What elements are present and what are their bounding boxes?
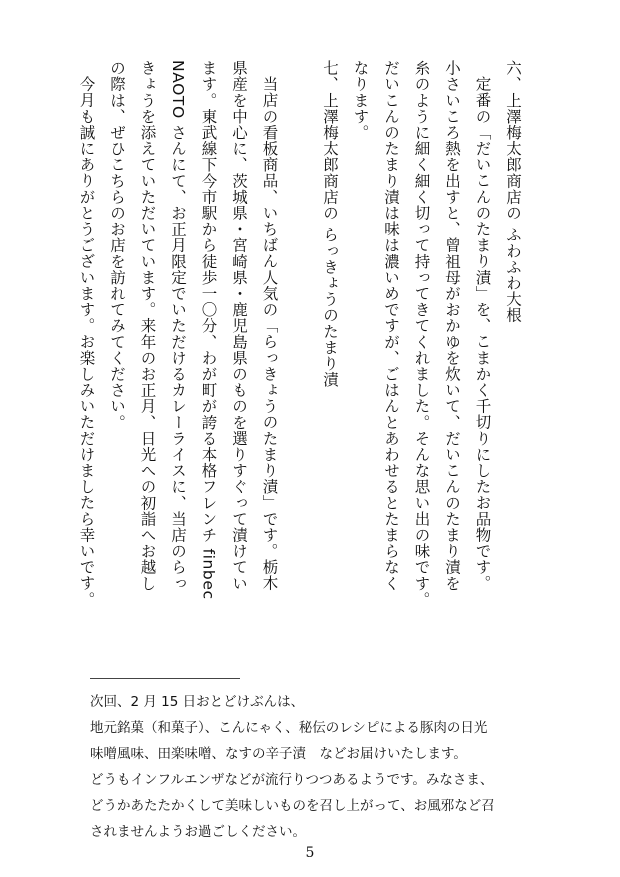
section-7-line: 当店の看板商品、いちばん人気の「らっきょうのたまり漬」です。栃木 bbox=[260, 75, 279, 591]
section-7-line: 県産を中心に、茨城県・宮崎県・鹿児島県のものを選りすぐって漬けてい bbox=[230, 60, 248, 592]
section-6-line: 定番の「だいこんのたまり漬」を、こまかく千切りにしたお品物です。 bbox=[473, 75, 492, 591]
section-6-heading: 六、上澤梅太郎商店の ふわふわ大根 bbox=[504, 60, 522, 324]
section-6-line: 小さいころ熱を出すと、曾祖母がおかゆを炊いて、だいこんのたまり漬を bbox=[443, 60, 461, 592]
vertical-article bbox=[71, 60, 528, 660]
next-delivery-notice bbox=[90, 689, 540, 845]
section-7-line: の際は、ぜひこちらのお店を訪れてみてください。 bbox=[108, 60, 126, 431]
notice-line: されませんようお過ごしください。 bbox=[90, 824, 306, 840]
notice-line: どうかあたたかくして美味しいものを召し上がって、お風邪など召 bbox=[90, 798, 495, 814]
notice-line: 味噌風味、田楽味噌、なすの辛子漬 などお届けいたします。 bbox=[90, 746, 467, 762]
page-number: 5 bbox=[305, 845, 315, 861]
footnote-separator bbox=[90, 678, 240, 679]
notice-line: どうもインフルエンザなどが流行りつつあるようです。みなさま、 bbox=[90, 772, 494, 788]
section-6-line: 糸のように細く細く切って持ってきてくれました。そんな思い出の味です。 bbox=[412, 60, 431, 608]
section-7-heading: 七、上澤梅太郎商店の らっきょうのたまり漬 bbox=[321, 60, 339, 388]
notice-line: 地元銘菓（和菓子）、こんにゃく、秘伝のレシピによる豚肉の日光 bbox=[90, 720, 488, 736]
section-7-line: ます。東武線下今市駅から徒歩一〇分、わが町が誇る本格フレンチ finbec bbox=[199, 60, 218, 600]
section-6-line: だいこんのたまり漬は味は濃いめですが、ごはんとあわせるとたまらなく bbox=[382, 60, 400, 592]
section-7-line: NAOTO さんにて、お正月限定でいただけるカレーライスに、当店のらっ bbox=[169, 60, 187, 592]
closing-line: 今月も誠にありがとうございます。お楽しみいただけましたら幸いです。 bbox=[77, 75, 96, 607]
section-6-line: なります。 bbox=[351, 60, 370, 141]
section-7-line: きょうを添えていただいています。来年のお正月、日光への初詣へお越し bbox=[138, 60, 157, 592]
notice-line: 次回、2 月 15 日おとどけぶんは、 bbox=[90, 694, 305, 710]
